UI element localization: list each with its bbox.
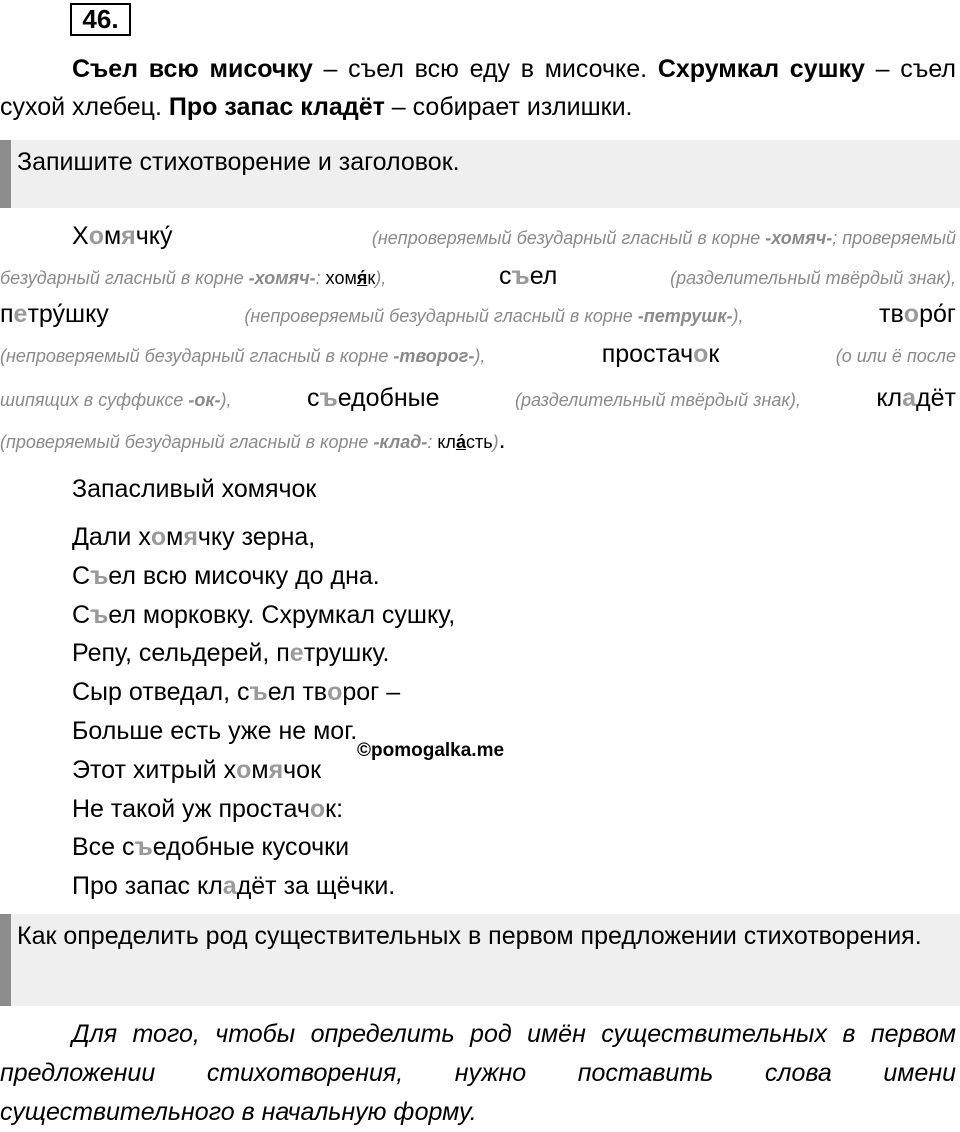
term-1: Съел всю мисочку bbox=[72, 55, 313, 83]
note-3: (непроверяемый безударный гласный в корне -петрушк-), bbox=[244, 306, 744, 326]
note-5a: (о или ё после bbox=[835, 346, 956, 366]
poem-line: Репу, сельдерей, петрушку. bbox=[72, 639, 390, 668]
poem bbox=[72, 520, 455, 908]
note-1a: (непроверяемый безударный гласный в корне -хомяч-; проверяемый bbox=[371, 228, 956, 248]
words-line-6: (проверяемый безударный гласный в корне -клад-: кла́сть) . bbox=[0, 426, 506, 454]
words-line-4 bbox=[0, 340, 956, 369]
note-4: (непроверяемый безударный гласный в корне -творог-), bbox=[0, 346, 486, 366]
poem-line: Все съедобные кусочки bbox=[72, 833, 350, 862]
poem-line: Сыр отведал, съел творог – bbox=[72, 678, 401, 707]
poem-line: Больше есть уже не мог. bbox=[72, 716, 358, 745]
note-1b: безударный гласный в корне -хомяч-: хомя́к), bbox=[0, 268, 387, 288]
note-6: (разделительный твёрдый знак), bbox=[514, 390, 801, 410]
intro-paragraph bbox=[0, 50, 956, 126]
word-puts: кладёт bbox=[876, 384, 956, 412]
term-2: Схрумкал сушку bbox=[657, 55, 865, 83]
poem-line: Про запас кладёт за щёчки. bbox=[72, 872, 396, 901]
task-prompt-box bbox=[0, 140, 960, 208]
words-line-2 bbox=[0, 262, 956, 291]
answer-paragraph bbox=[0, 1015, 956, 1132]
poem-line: Не такой уж простачок: bbox=[72, 794, 344, 823]
watermark: ©pomogalka.me bbox=[357, 740, 505, 761]
word-cottage-cheese: творо́г bbox=[879, 300, 956, 328]
note-7: (проверяемый безударный гласный в корне -клад-: кла́сть) bbox=[0, 432, 499, 452]
words-line-1 bbox=[0, 222, 956, 251]
word-edible: съедобные bbox=[306, 384, 440, 412]
answer-text: Для того, чтобы определить род имён существительных в первом предложении стихотворения, нужно поставить слова имени существительного в начальную форму. bbox=[0, 1020, 956, 1126]
word-ate: съел bbox=[498, 262, 558, 290]
exercise-number: 46. bbox=[70, 3, 131, 36]
words-line-3 bbox=[0, 300, 956, 329]
task-prompt: Запишите стихотворение и заголовок. bbox=[17, 148, 460, 176]
word-hamster: Хомячку́ bbox=[72, 222, 173, 250]
def-3: – собирает излишки. bbox=[384, 93, 633, 121]
poem-line: Съел морковку. Схрумкал сушку, bbox=[72, 600, 456, 629]
poem-line: Съел всю мисочку до дна. bbox=[72, 561, 380, 590]
note-5b: шипящих в суффиксе -ок-), bbox=[0, 390, 232, 410]
word-parsley: петру́шку bbox=[0, 300, 109, 328]
word-simpleton: простачок bbox=[601, 340, 720, 368]
def-2: – съел сухой хлебец. bbox=[0, 55, 956, 121]
def-1: – съел всю еду в мисочке. bbox=[312, 55, 658, 83]
poem-title: Запасливый хомячок bbox=[72, 475, 317, 503]
poem-line: Дали хомячку зерна, bbox=[72, 523, 316, 551]
note-2: (разделительный твёрдый знак), bbox=[670, 268, 956, 288]
poem-line: Этот хитрый хомячок bbox=[72, 755, 322, 784]
question-prompt: Как определить род существительных в первом предложении стихотворения. bbox=[17, 922, 922, 950]
question-box bbox=[0, 914, 960, 1006]
term-3: Про запас кладёт bbox=[168, 93, 385, 121]
words-line-5 bbox=[0, 384, 956, 413]
